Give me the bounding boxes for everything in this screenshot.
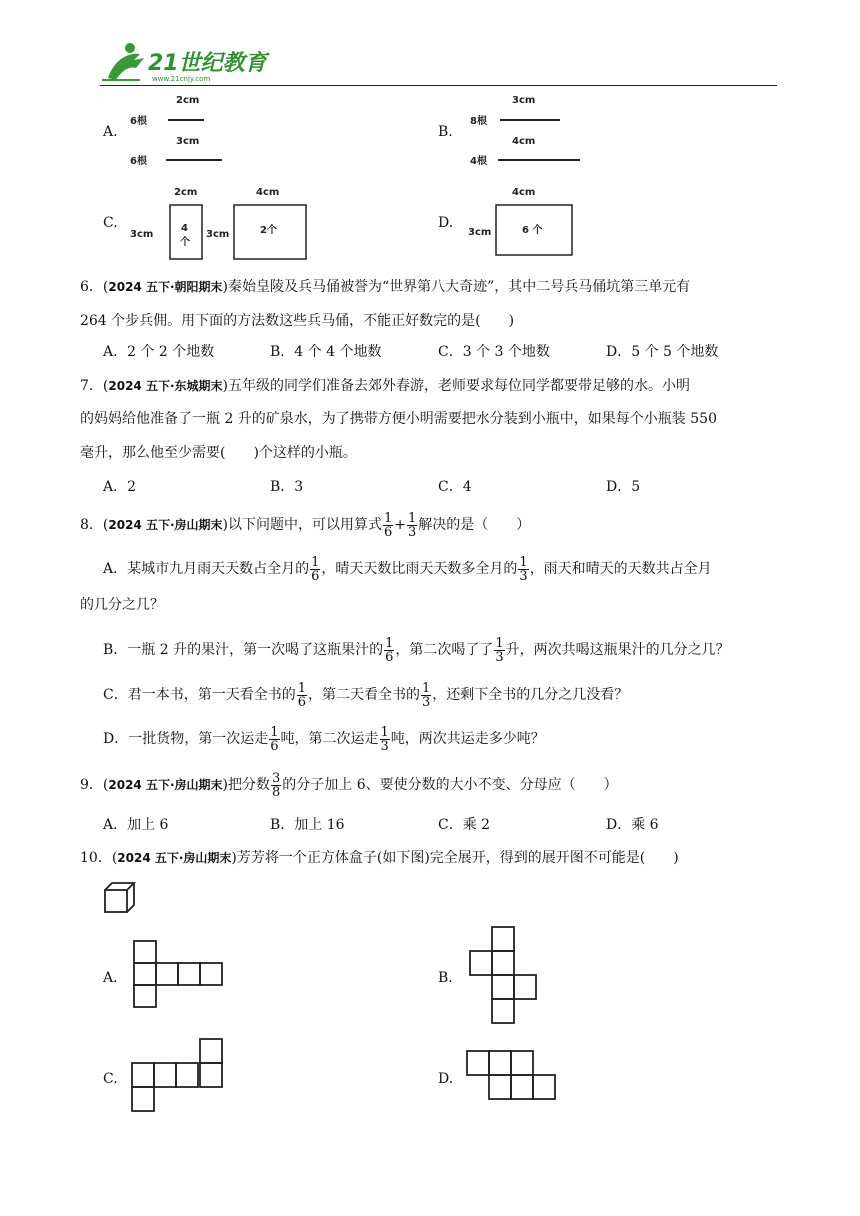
q8-option-b: B．一瓶 2 升的果汁，第一次喝了这瓶果汁的 $\frac{1}{6}$ ，第二次喝了了 $\frac{1}{3}$ 升，两次共喝这瓶果汁的几分之几？ [103, 635, 730, 665]
q8-option-d: D．一批货物，第一次运走 $\frac{1}{6}$ 吨，第二次运走 $\frac{1}{3}$ 吨，两次共运走多少吨？ [103, 724, 545, 754]
svg-text:3cm: 3cm [176, 136, 200, 147]
q9-stem: 9．(2024 五下·房山期末)把分数 $\frac{3}{8}$ 的分子加上 6、要使分数的大小不变、分母应（ ） [80, 770, 618, 800]
q7-stem-line2: 的妈妈给他准备了一瓶 2 升的矿泉水，为了携带方便小明需要把水分装到小瓶中，如果每个小瓶装 550 [80, 411, 717, 427]
svg-text:2cm: 2cm [174, 187, 198, 198]
svg-text:6根: 6根 [130, 156, 147, 167]
q10-option-b-letter: B. [438, 970, 453, 986]
q8-option-c: C．君一本书，第一天看全书的 $\frac{1}{6}$ ，第二天看全书的 $\frac{1}{3}$ ，还剩下全书的几分之几没看？ [103, 680, 629, 710]
q7-option-a: A．2 [103, 479, 137, 495]
svg-text:6 个: 6 个 [522, 225, 543, 236]
q10-option-d-letter: D. [438, 1071, 454, 1087]
q10-option-b-net [466, 924, 546, 1026]
q7-option-c: C．4 [438, 479, 472, 495]
q5-option-d-letter: D. [438, 215, 454, 231]
q9-option-d: D．乘 6 [606, 817, 659, 833]
q10-option-c-net [128, 1036, 228, 1116]
svg-text:4cm: 4cm [512, 187, 536, 198]
q6-option-c: C．3 个 3 个地数 [438, 344, 550, 360]
q6-option-d: D．5 个 5 个地数 [606, 344, 719, 360]
q6-option-a: A．2 个 2 个地数 [103, 344, 215, 360]
svg-text:2cm: 2cm [176, 95, 200, 106]
svg-text:4cm: 4cm [256, 187, 280, 198]
q10-option-a-net [130, 938, 230, 1012]
q5-option-a-letter: A. [103, 124, 118, 140]
logo-text: 21世纪教育 [148, 51, 267, 76]
q5-option-c-figure [128, 183, 313, 263]
q7-stem-line3: 毫升，那么他至少需要( )个这样的小瓶。 [80, 445, 357, 461]
svg-text:4: 4 [181, 223, 188, 234]
q10-option-a-letter: A. [103, 970, 118, 986]
q9-option-c: C．乘 2 [438, 817, 491, 833]
q6-stem-line2: 264 个步兵佣。用下面的方法数这些兵马俑，不能正好数完的是( ) [80, 313, 515, 329]
q10-option-c-letter: C. [103, 1071, 118, 1087]
q10-option-d-net [464, 1048, 560, 1104]
q7-stem-line1: 7．(2024 五下·东城期末)五年级的同学们准备去郊外春游，老师要求每位同学都要带足够的水。小明 [80, 378, 690, 394]
svg-text:4cm: 4cm [512, 136, 536, 147]
q5-option-c-letter: C. [103, 215, 118, 231]
q7-option-b: B．3 [270, 479, 304, 495]
q5-option-b-letter: B. [438, 124, 453, 140]
q5-option-a-figure [128, 92, 223, 170]
q5-option-b-figure [468, 92, 583, 170]
q8-option-a: A．某城市九月雨天天数占全月的 $\frac{1}{6}$ ，晴天天数比雨天天数多全月的 $\frac{1}{3}$ ，雨天和晴天的天数共占全月 [103, 554, 712, 584]
q9-option-a: A．加上 6 [103, 817, 169, 833]
svg-text:3cm: 3cm [512, 95, 536, 106]
svg-text:3cm: 3cm [206, 229, 230, 240]
q9-option-b: B．加上 16 [270, 817, 345, 833]
q8-option-a-line2: 的几分之几？ [80, 597, 164, 613]
svg-text:6根: 6根 [130, 116, 147, 127]
header-rule [100, 85, 777, 86]
svg-text:8根: 8根 [470, 116, 487, 127]
q5-option-d-figure [466, 183, 581, 263]
svg-text:2个: 2个 [260, 225, 277, 236]
q6-option-b: B．4 个 4 个地数 [270, 344, 382, 360]
q7-option-d: D．5 [606, 479, 641, 495]
q8-stem: 8．(2024 五下·房山期末)以下问题中，可以用算式 $\frac{1}{6}$ + $\frac{1}{3}$ 解决的是（ ） [80, 510, 531, 540]
svg-text:4根: 4根 [470, 156, 487, 167]
cube-figure [102, 880, 138, 916]
svg-text:3cm: 3cm [130, 229, 154, 240]
site-logo [100, 40, 270, 84]
svg-text:3cm: 3cm [468, 227, 492, 238]
logo-url: www.21cnjy.com [152, 75, 211, 83]
q6-stem-line1: 6．(2024 五下·朝阳期末)秦始皇陵及兵马俑被誉为“世界第八大奇迹”，其中二号兵马俑坑第三单元有 [80, 279, 691, 295]
svg-text:个: 个 [180, 237, 190, 248]
q10-stem: 10．(2024 五下·房山期末)芳芳将一个正方体盒子(如下图)完全展开，得到的展开图不可能是( ) [80, 850, 679, 866]
